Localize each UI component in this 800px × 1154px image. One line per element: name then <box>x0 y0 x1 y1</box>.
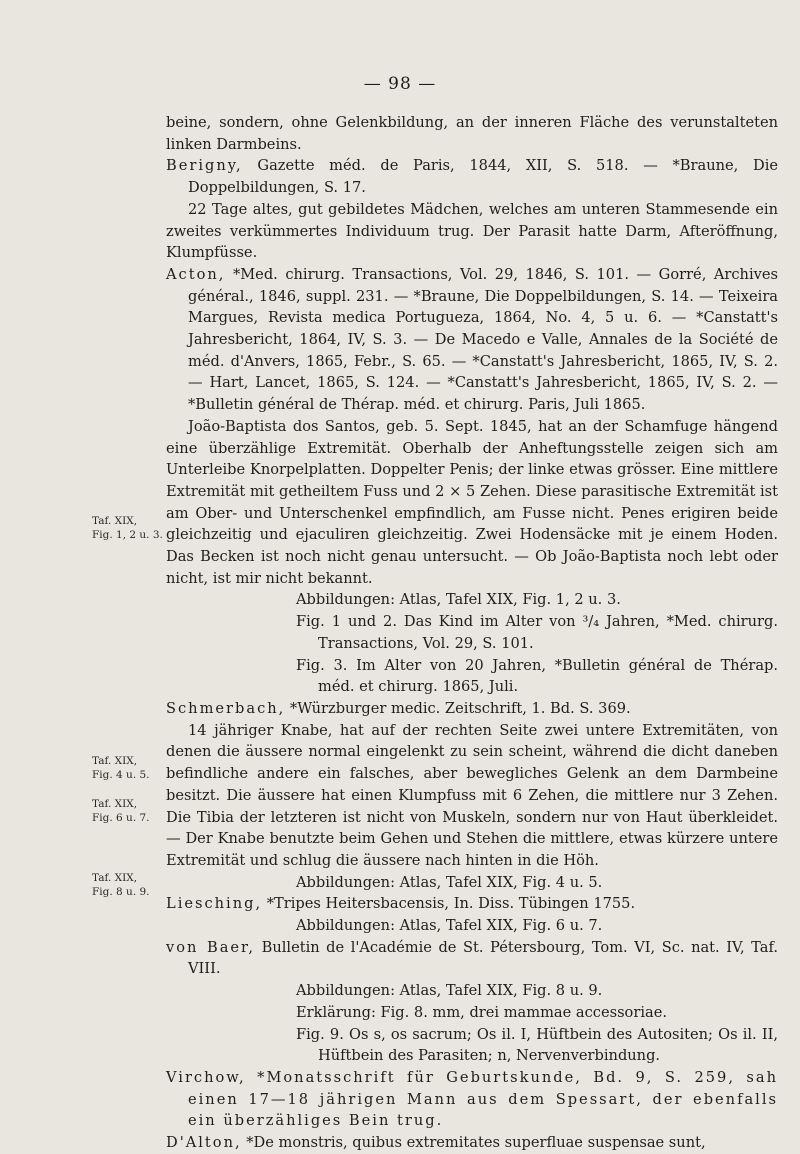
case-description-2: João-Baptista dos Santos, geb. 5. Sept. 1845, hat an der Schamfuge hängend eine überzählige Extremität. Oberhalb der Anheftungsstelle zeigen sich am Unterleibe Knorpelplatten. Doppelter Penis; der linke etwas grösser. Eine mittlere Extremität mit getheiltem Fuss und 2 × 5 Zehen. Diese parasitische Extremität ist am Ober- und Unterschenkel empfindlich, am Fusse nicht. Penes erigiren beide gleichzeitig und ejaculiren gleichzeitig. Zwei Hodensäcke mit je einem Hoden. Das Becken ist noch nicht genau untersucht. — Ob João-Baptista noch lebt oder nicht, ist mir nicht bekannt. <box>166 417 778 587</box>
author-name: Acton, <box>166 265 226 283</box>
page-number: — 98 — <box>363 74 437 94</box>
side-note-plate-19-fig-8-9: Taf. XIX, Fig. 8 u. 9. <box>92 872 150 898</box>
reference-schmerbach: Schmerbach, *Würzburger medic. Zeitschrift, 1. Bd. S. 369. <box>166 699 631 717</box>
figure-explanation: Erklärung: Fig. 8. mm, drei mammae accessoriae. <box>296 1003 667 1021</box>
side-note-plate-19-fig-4-5: Taf. XIX, Fig. 4 u. 5. <box>92 755 150 781</box>
figure-explanation-fig-9: Fig. 9. Os s, os sacrum; Os il. I, Hüftbein des Autositen; Os il. II, Hüftbein des Parasiten; n, Nervenverbindung. <box>296 1025 778 1065</box>
reference-dalton: D'Alton, *De monstris, quibus extremitates superfluae suspensae sunt, <box>166 1134 706 1152</box>
figure-caption-2: Fig. 3. Im Alter von 20 Jahren, *Bulletin général de Thérap. méd. et chirurg. 1865, Juli. <box>296 656 778 696</box>
side-note-plate-19-fig-1-3: Taf. XIX, Fig. 1, 2 u. 3. <box>92 515 163 541</box>
figure-reference-2: Abbildungen: Atlas, Tafel XIX, Fig. 4 u. 5. <box>296 873 603 891</box>
author-name: Liesching, <box>166 895 263 913</box>
author-name: von Baer, <box>166 938 256 956</box>
paragraph-continuation: beine, sondern, ohne Gelenkbildung, an der inneren Fläche des verunstalteten linken Darmbeins. <box>166 114 778 153</box>
reference-berigny: Berigny, Gazette méd. de Paris, 1844, XII, S. 518. — *Braune, Die Doppelbildungen, S. 17. <box>166 157 778 197</box>
figure-caption-1: Fig. 1 und 2. Das Kind im Alter von ³/₄ Jahren, *Med. chirurg. Transactions, Vol. 29, S. 101. <box>296 613 778 652</box>
side-note-plate-19-fig-6-7: Taf. XIX, Fig. 6 u. 7. <box>92 798 150 824</box>
figure-reference-4: Abbildungen: Atlas, Tafel XIX, Fig. 8 u. 9. <box>296 982 603 1000</box>
figure-reference-1: Abbildungen: Atlas, Tafel XIX, Fig. 1, 2 u. 3. <box>296 591 621 609</box>
case-description-3: 14 jähriger Knabe, hat auf der rechten Seite zwei untere Extremitäten, von denen die äussere normal eingelenkt zu sein scheint, während die dicht daneben befindliche andere ein falsches, aber bewegliches Gelenk an dem Darmbeine besitzt. Die äussere hat einen Klumpfuss mit 6 Zehen, die mittlere nur 3 Zehen. Die Tibia der letzteren ist nicht von Muskeln, sondern nur von Haut überkleidet. — Der Knabe benutzte beim Gehen und Stehen die mittlere, etwas kürzere untere Extremität und schlug die äussere nach hinten in die Höh. <box>166 721 778 869</box>
author-name: Schmerbach, <box>166 699 286 717</box>
case-description-1: 22 Tage altes, gut gebildetes Mädchen, welches am unteren Stammesende ein zweites verkümmertes Individuum trug. Der Parasit hatte Darm, Afteröffnung, Klumpfüsse. <box>166 200 778 262</box>
reference-von-baer: von Baer, Bulletin de l'Académie de St. Pétersbourg, Tom. VI, Sc. nat. IV, Taf. VIII. <box>166 938 778 978</box>
reference-virchow: Virchow, *Monatsschrift für Geburtskunde, Bd. 9, S. 259, sah einen 17—18 jährigen Mann aus dem Spessart, der ebenfalls ein überzähliges Bein trug. <box>166 1068 778 1130</box>
author-name: Berigny, <box>166 157 243 175</box>
reference-acton: Acton, *Med. chirurg. Transactions, Vol. 29, 1846, S. 101. — Gorré, Archives général., 1846, suppl. 231. — *Braune, Die Doppelbildungen, S. 14. — Teixeira Margues, Revista medica Portugueza, 1864, No. 4, 5 u. 6. — *Canstatt's Jahresbericht, 1864, IV, S. 3. — De Macedo e Valle, Annales de la Société de méd. d'Anvers, 1865, Febr., S. 65. — *Canstatt's Jahresbericht, 1865, IV, S. 2. — Hart, Lancet, 1865, S. 124. — *Canstatt's Jahresbericht, 1865, IV, S. 2. — *Bulletin général de Thérap. méd. et chirurg. Paris, Juli 1865. <box>166 265 778 414</box>
reference-liesching: Liesching, *Tripes Heitersbacensis, In. Diss. Tübingen 1755. <box>166 895 636 913</box>
author-name: D'Alton, <box>166 1134 242 1152</box>
author-name: Virchow, <box>166 1068 246 1086</box>
figure-reference-3: Abbildungen: Atlas, Tafel XIX, Fig. 6 u. 7. <box>296 917 603 935</box>
text-body <box>166 112 778 1154</box>
